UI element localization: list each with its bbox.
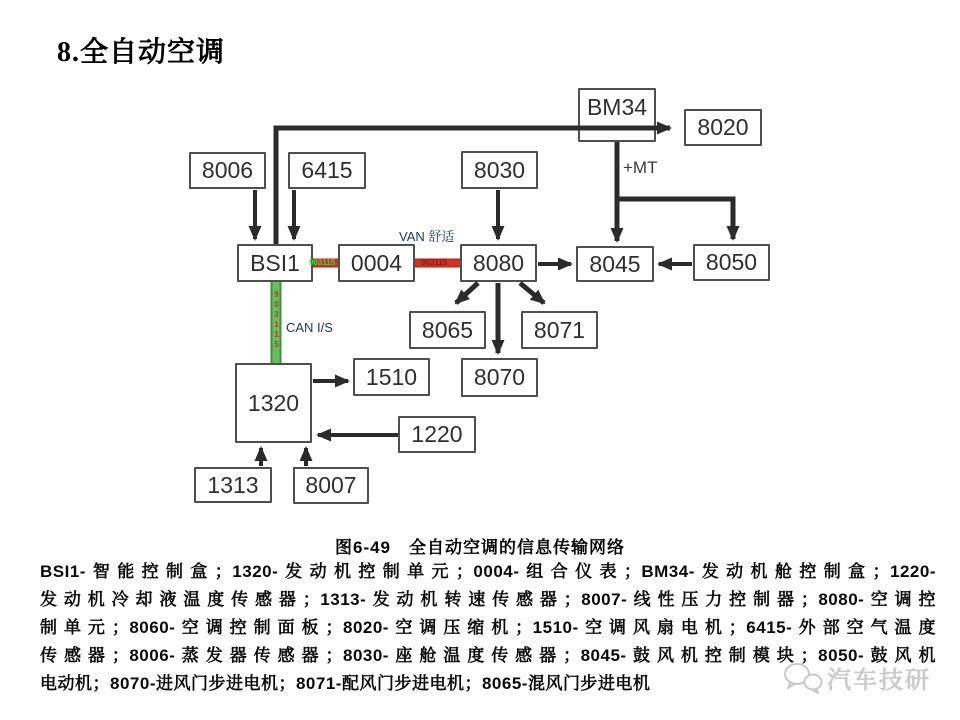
node-8045 [576,246,654,282]
node-8020 [684,109,762,146]
node-0004-label: 0004 [350,249,403,276]
node-8045-label: 8045 [589,250,641,277]
node-8006-label: 8006 [201,157,254,183]
legend-line: 制单元；8060-空调控制面板；8020-空调压缩机；1510-空调风扇电机；6415-外部空气温度 [40,618,936,637]
node-bm34-label: BM34 [586,94,648,120]
node-1510-label: 1510 [365,363,418,390]
wire-number-red-right: 903115 [421,258,448,267]
label-plus-mt: +MT [623,158,658,177]
node-8020-label: 8020 [697,114,749,140]
wire-number-green: 903115 [272,290,281,350]
node-8007-label: 8007 [305,472,357,498]
node-8071-label: 8071 [533,316,586,343]
watermark-text: 汽车技研 [827,667,931,694]
node-8065 [409,311,486,349]
legend-line: 传感器；8006-蒸发器传感器；8030-座舱温度传感器；8045-鼓风机控制模块；8050-鼓风机 [40,646,936,665]
label-van-bus: VAN 舒适 [399,229,455,244]
figure-caption: 图6-49 全自动空调的信息传输网络 [334,538,626,557]
node-bm34 [578,88,656,142]
node-1320-label: 1320 [247,389,300,416]
node-8050 [693,244,770,281]
arrow-8080-8065 [456,283,478,303]
node-1313 [194,467,272,503]
legend-line: 电动机；8070-进风门步进电机；8071-配风门步进电机；8065-混风门步进电机 [40,674,651,693]
node-8050-label: 8050 [705,249,758,275]
node-8070 [461,358,538,397]
node-1313-label: 1313 [207,471,259,498]
node-8030 [461,151,538,189]
watermark [783,660,931,695]
wechat-bubbles-icon [783,662,823,694]
node-8065-label: 8065 [421,316,474,343]
node-8007 [293,467,369,504]
node-bsi1-label: BSI1 [250,249,300,276]
node-bsi1 [237,244,313,282]
legend-line: BSI1-智能控制盒；1320-发动机控制单元；0004-组合仪表；BM34-发动机舱控制盒；1220- [40,562,936,581]
node-8080 [460,244,537,282]
wire-number-red-left: 903115 [309,258,336,267]
node-1320 [235,363,312,443]
node-1510 [353,358,430,396]
node-8030-label: 8030 [473,156,526,183]
node-8070-label: 8070 [473,364,526,390]
legend-line: 发动机冷却液温度传感器；1313-发动机转速传感器；8007-线性压力控制器；8080-空调控 [40,590,936,609]
node-0004 [338,244,415,282]
label-can-bus: CAN I/S [286,320,333,335]
node-6415-label: 6415 [301,157,353,183]
node-6415 [288,152,366,189]
node-1220-label: 1220 [411,421,463,447]
node-8071 [521,311,598,349]
arrow-bm34-8050 [617,199,733,239]
node-1220 [398,416,476,453]
arrow-8080-8071 [520,283,544,303]
node-8006 [189,152,266,189]
page-title: 8.全自动空调 [57,37,226,68]
node-8080-label: 8080 [472,249,525,276]
